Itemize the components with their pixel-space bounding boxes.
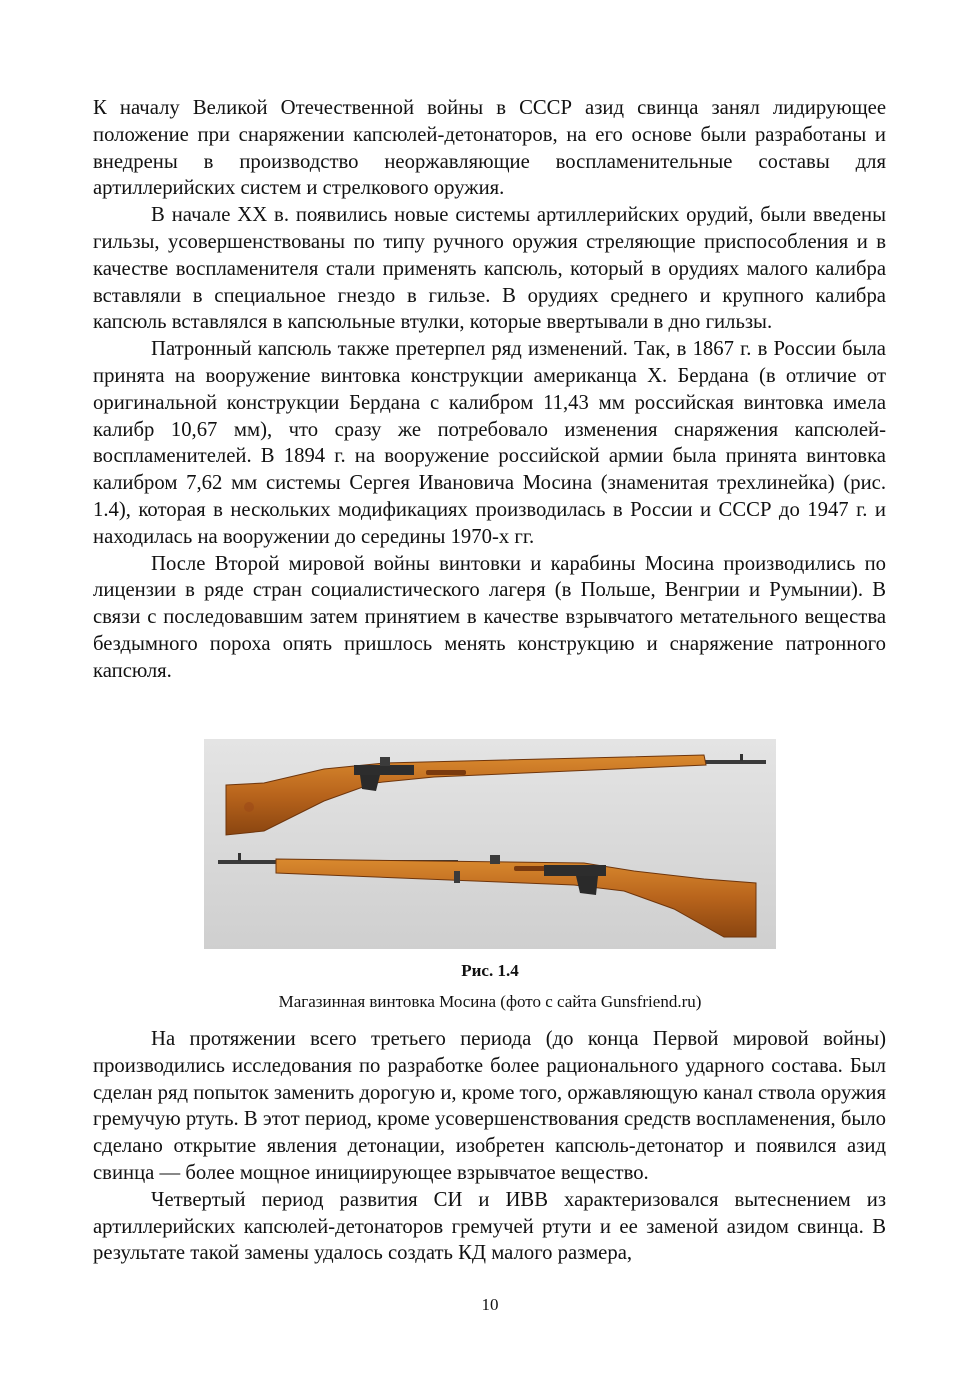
- body-text-top: [93, 95, 886, 685]
- paragraph: К началу Великой Отечественной войны в СССР азид свинца занял лидирующее положение при снаряжении капсюлей-детонаторов, на его основе были разработаны и внедрены в производство неоржавляющие воспламенительные составы для артиллерийских систем и стрелкового оружия.: [93, 97, 886, 200]
- paragraph: После Второй мировой войны винтовки и карабины Мосина производились по лицензии в ряде стран социалистического лагеря (в Польше, Венгрии и Румынии). В связи с последовавшим затем принятием в качестве взрывчатого метательного вещества бездымного пороха опять пришлось менять конструкцию и снаряжение патронного капсюля.: [93, 552, 886, 682]
- paragraph: В начале XX в. появились новые системы артиллерийских орудий, были введены гильзы, усовершенствованы по типу ручного оружия стреляющие приспособления и в качестве воспламенителя стали применять капсюль, который в орудиях малого калибра вставляли в специальное гнездо в гильзе. В орудиях среднего и крупного калибра капсюль вставлялся в капсюльные втулки, которые ввертывали в дно гильзы.: [93, 204, 886, 334]
- rifle-photo: [204, 739, 776, 949]
- paragraph: Четвертый период развития СИ и ИВВ характеризовался вытеснением из артиллерийских капсюлей-детонаторов гремучей ртути и ее заменой азидом свинца. В результате такой замены удалось создать КД малого размера,: [93, 1188, 886, 1265]
- figure-label: Рис. 1.4: [461, 961, 519, 980]
- figure-caption: Магазинная винтовка Мосина (фото с сайта Gunsfriend.ru): [278, 992, 702, 1011]
- page-number: 10: [481, 1295, 499, 1314]
- paragraph: На протяжении всего третьего периода (до конца Первой мировой войны) производились исследования по разработке более рационального ударного состава. Был сделан ряд попыток заменить дорогую и, кроме того, оржавляющую канал ствола оружия гремучую ртуть. В этот период, кроме усовершенствования средств воспламенения, было сделано открытие явления детонации, изобретен капсюль-детонатор и появился азид свинца — более мощное инициирующее взрывчатое вещество.: [93, 1028, 886, 1184]
- body-text-bottom: [93, 1026, 886, 1267]
- paragraph: Патронный капсюль также претерпел ряд изменений. Так, в 1867 г. в России была принята на вооружение винтовка конструкции американца Х. Бердана (в отличие от оригинальной конструкции Бердана с калибром 11,43 мм российская винтовка имела калибр 10,67 мм), что сразу же потребовало изменения снаряжения капсюлей-воспламенителей. В 1894 г. на вооружение российской армии была принята винтовка калибром 7,62 мм системы Сергея Ивановича Мосина (знаменитая трехлинейка) (рис. 1.4), которая в нескольких модификациях производилась в России и СССР до 1947 г. и находилась на вооружении до середины 1970-х гг.: [93, 338, 886, 548]
